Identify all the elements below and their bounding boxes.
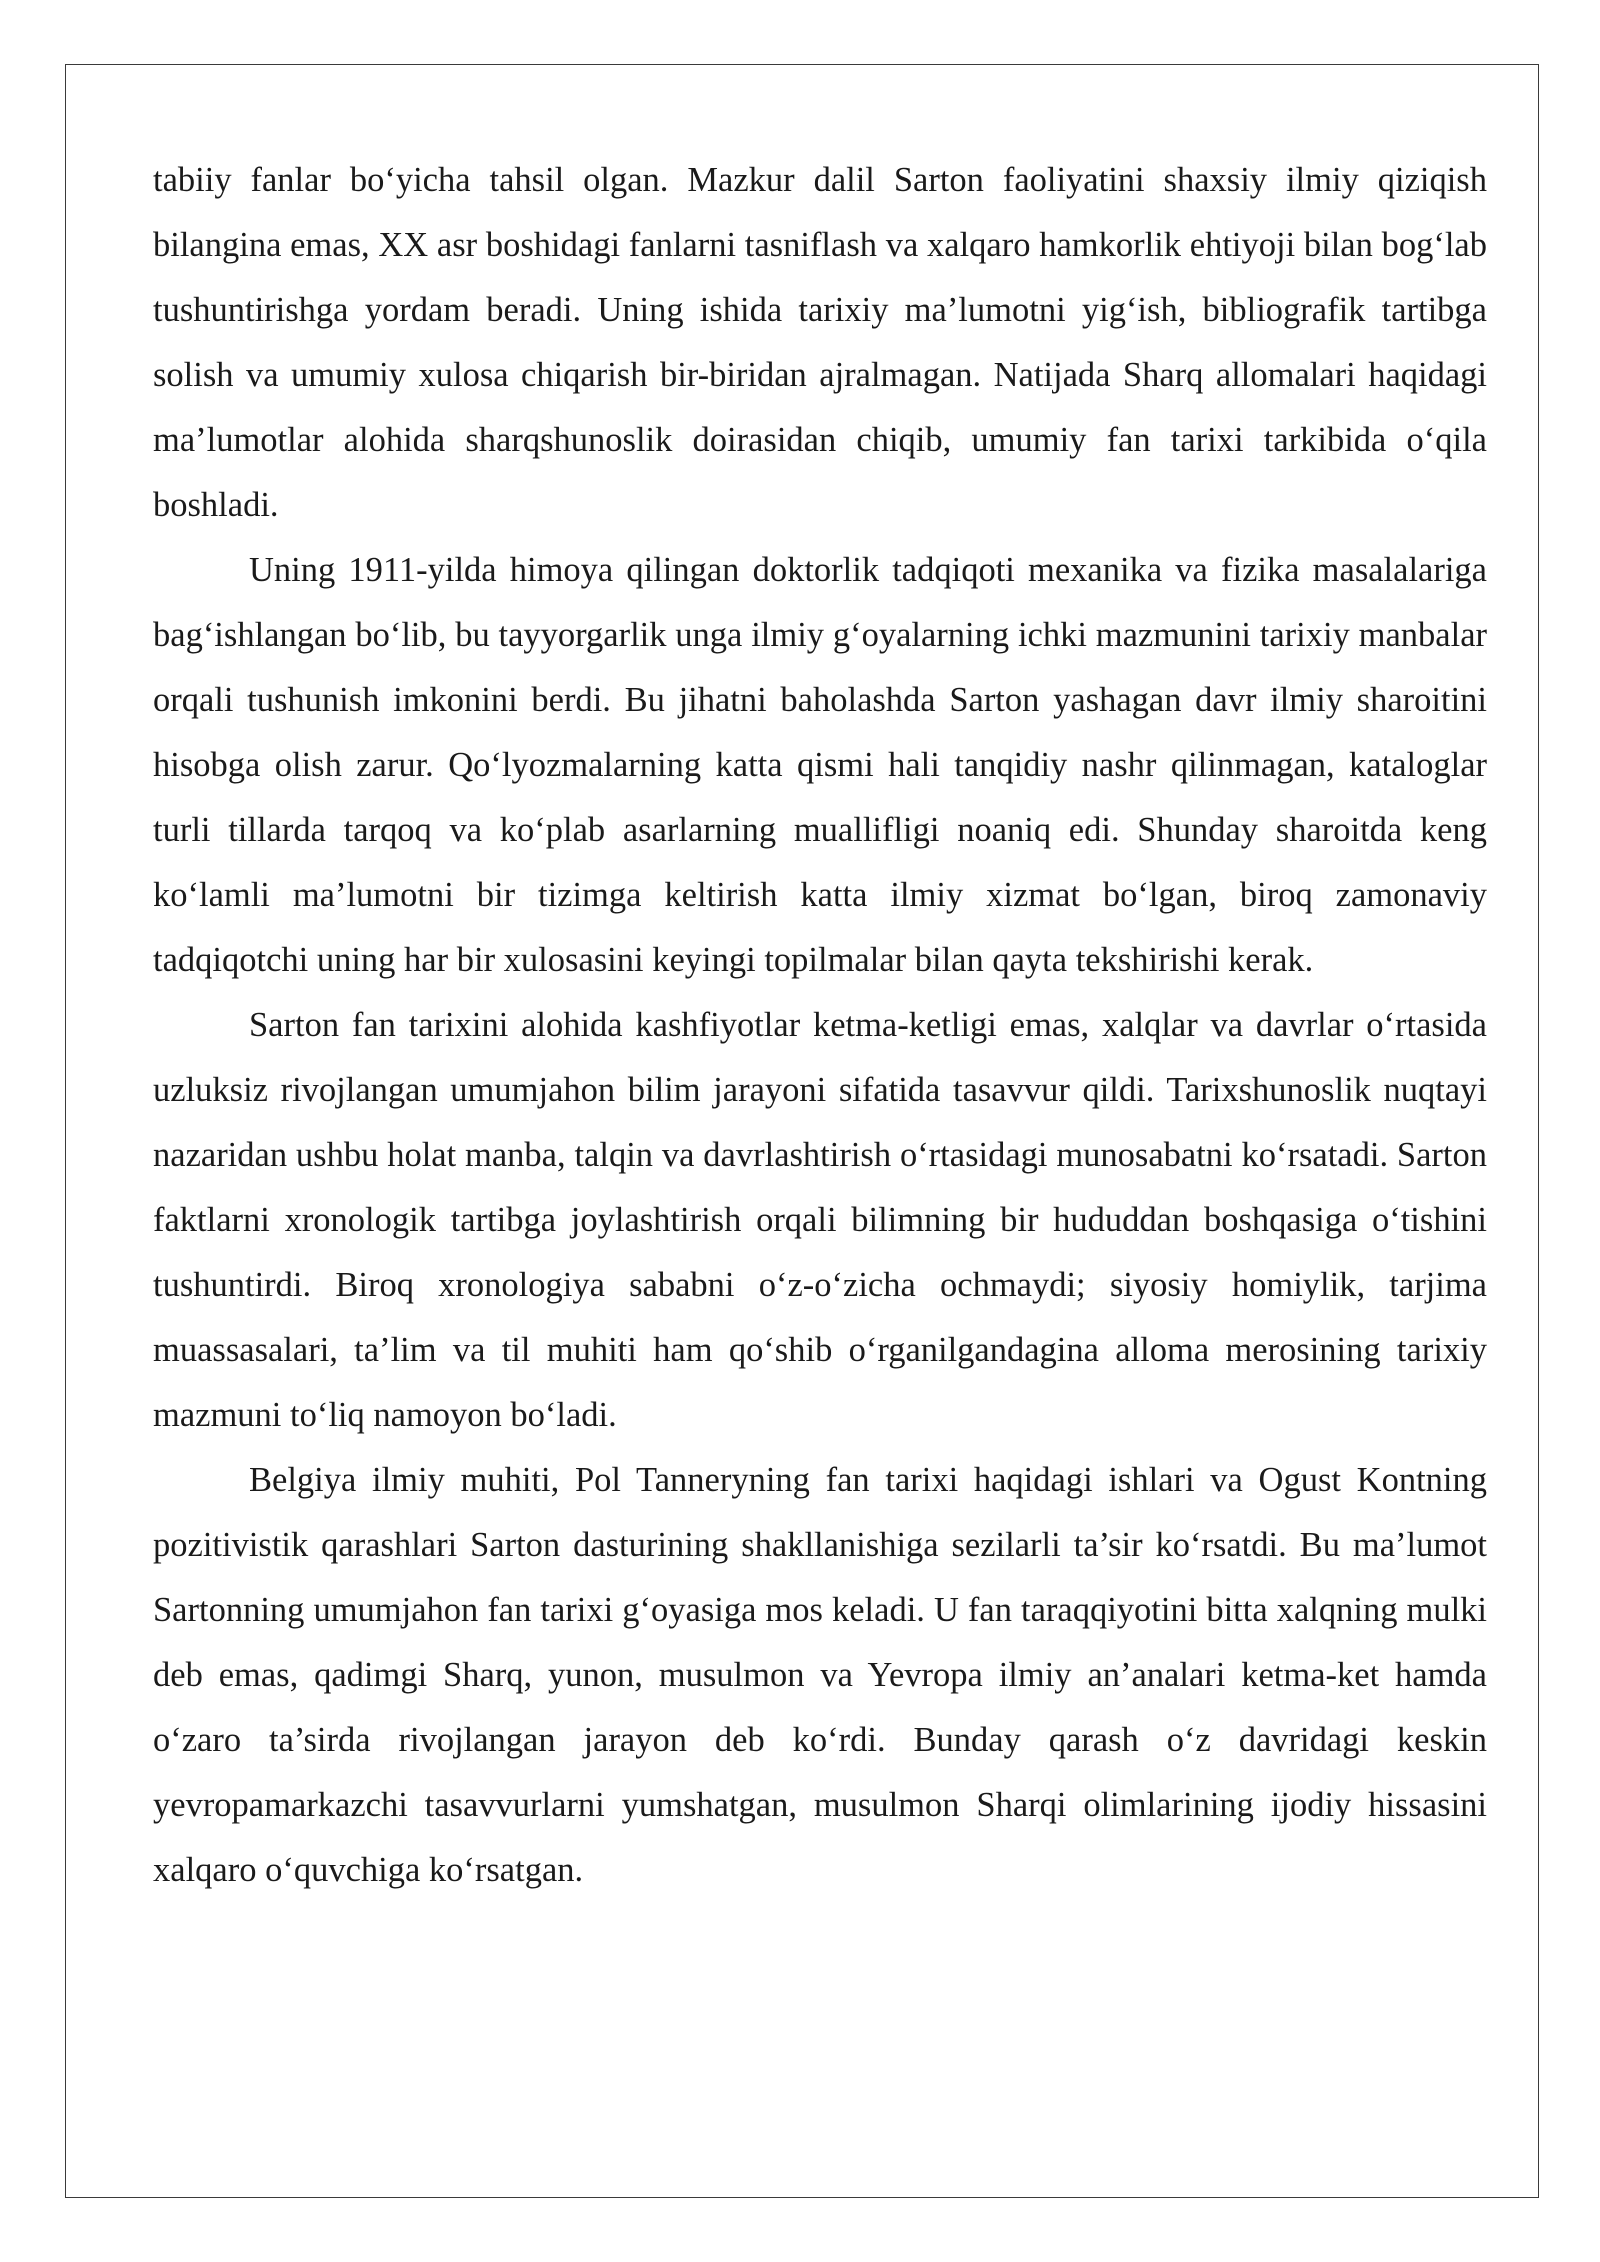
paragraph-doctoral-research: Uning 1911-yilda himoya qilingan doktorlik tadqiqoti mexanika va fizika masalalariga bag‘ishlangan bo‘lib, bu tayyorgarlik unga ilmiy g‘oyalarning ichki mazmunini tarixiy manbalar orqali tushunish imkonini berdi. Bu jihatni baholashda Sarton yashagan davr ilmiy sharoitini hisobga olish zarur. Qo‘lyozmalarning katta qismi hali tanqidiy nashr qilinmagan, kataloglar turli tillarda tarqoq va ko‘plab asarlarning muallifligi noaniq edi. Shunday sharoitda keng ko‘lamli ma’lumotni bir tizimga keltirish katta ilmiy xizmat bo‘lgan, biroq zamonaviy tadqiqotchi uning har bir xulosasini keyingi topilmalar bilan qayta tekshirishi kerak. [153,551,1487,979]
paragraph-history-of-science: Sarton fan tarixini alohida kashfiyotlar ketma-ketligi emas, xalqlar va davrlar o‘rtasida uzluksiz rivojlangan umumjahon bilim jarayoni sifatida tasavvur qildi. Tarixshunoslik nuqtayi nazaridan ushbu holat manba, talqin va davrlashtirish o‘rtasidagi munosabatni ko‘rsatadi. Sarton faktlarni xronologik tartibga joylashtirish orqali bilimning bir hududdan boshqasiga o‘tishini tushuntirdi. Biroq xronologiya sababni o‘z-o‘zicha ochmaydi; siyosiy homiylik, tarjima muassasalari, ta’lim va til muhiti ham qo‘shib o‘rganilgandagina alloma merosining tarixiy mazmuni to‘liq namoyon bo‘ladi. [153,1006,1487,1434]
paragraph-influences: Belgiya ilmiy muhiti, Pol Tanneryning fan tarixi haqidagi ishlari va Ogust Kontning pozitivistik qarashlari Sarton dasturining shakllanishiga sezilarli ta’sir ko‘rsatdi. Bu ma’lumot Sartonning umumjahon fan tarixi g‘oyasiga mos keladi. U fan taraqqiyotini bitta xalqning mulki deb emas, qadimgi Sharq, yunon, musulmon va Yevropa ilmiy an’analari ketma-ket hamda o‘zaro ta’sirda rivojlangan jarayon deb ko‘rdi. Bunday qarash o‘z davridagi keskin yevropamarkazchi tasavvurlarni yumshatgan, musulmon Sharqi olimlarining ijodiy hissasini xalqaro o‘quvchiga ko‘rsatgan. [153,1461,1487,1889]
document-body [153,148,1487,1903]
paragraph-continuation: tabiiy fanlar bo‘yicha tahsil olgan. Mazkur dalil Sarton faoliyatini shaxsiy ilmiy qiziqish bilangina emas, XX asr boshidagi fanlarni tasniflash va xalqaro hamkorlik ehtiyoji bilan bog‘lab tushuntirishga yordam beradi. Uning ishida tarixiy ma’lumotni yig‘ish, bibliografik tartibga solish va umumiy xulosa chiqarish bir-biridan ajralmagan. Natijada Sharq allomalari haqidagi ma’lumotlar alohida sharqshunoslik doirasidan chiqib, umumiy fan tarixi tarkibida o‘qila boshladi. [153,161,1487,524]
